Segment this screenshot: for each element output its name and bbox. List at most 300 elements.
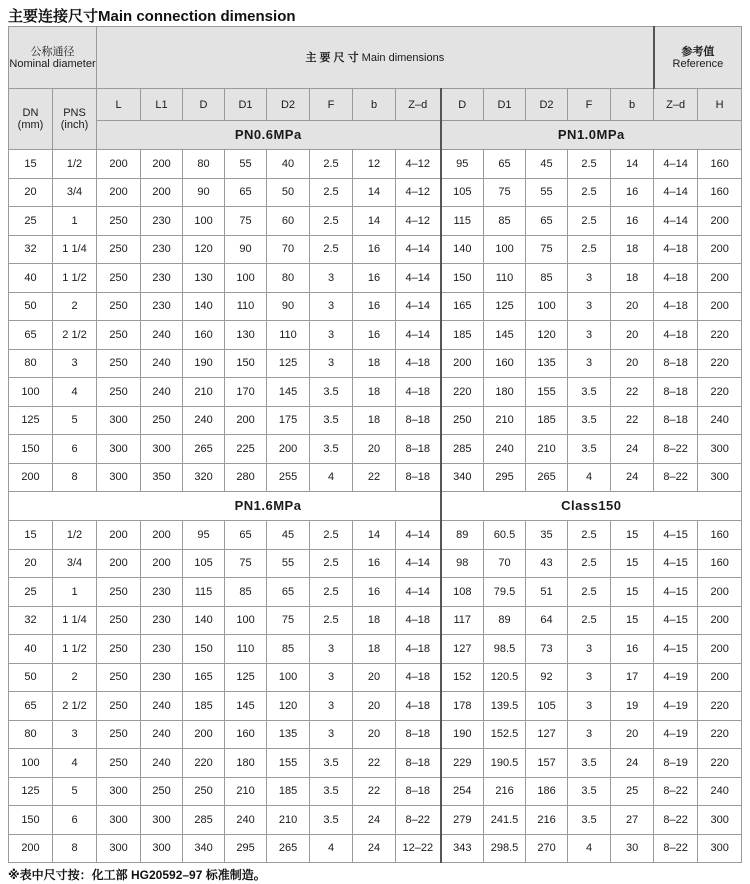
table-cell: 152.5 bbox=[484, 720, 526, 749]
table-cell: 25 bbox=[9, 578, 53, 607]
table-cell: 5 bbox=[53, 406, 97, 435]
table-cell: 3 bbox=[310, 720, 353, 749]
table-cell: 300 bbox=[698, 435, 742, 464]
table-cell: 2.5 bbox=[568, 235, 611, 264]
table-row bbox=[9, 264, 742, 293]
table-cell: 8–18 bbox=[654, 349, 698, 378]
table-cell: 250 bbox=[97, 749, 141, 778]
table-cell: 145 bbox=[484, 321, 526, 350]
table-row bbox=[9, 692, 742, 721]
table-cell: 18 bbox=[353, 406, 396, 435]
table-cell: 190.5 bbox=[484, 749, 526, 778]
table-cell: 65 bbox=[225, 178, 267, 207]
table-cell: 4–18 bbox=[396, 635, 441, 664]
reference-header bbox=[654, 27, 742, 89]
table-cell: 3 bbox=[310, 292, 353, 321]
table-cell: 210 bbox=[267, 806, 310, 835]
table-cell: 100 bbox=[484, 235, 526, 264]
table-cell: 65 bbox=[9, 692, 53, 721]
col-header-left: b bbox=[353, 89, 396, 121]
section-label-left: PN0.6MPa bbox=[97, 121, 441, 150]
table-cell: 40 bbox=[267, 150, 310, 179]
table-cell: 4 bbox=[53, 749, 97, 778]
table-cell: 3 bbox=[568, 692, 611, 721]
table-cell: 210 bbox=[526, 435, 568, 464]
table-row bbox=[9, 777, 742, 806]
table-cell: 3 bbox=[310, 663, 353, 692]
table-cell: 79.5 bbox=[484, 578, 526, 607]
table-cell: 4–19 bbox=[654, 663, 698, 692]
table-cell: 4–14 bbox=[396, 578, 441, 607]
table-cell: 3 bbox=[310, 321, 353, 350]
table-cell: 200 bbox=[97, 150, 141, 179]
table-cell: 230 bbox=[141, 635, 183, 664]
table-row bbox=[9, 749, 742, 778]
table-cell: 8–22 bbox=[654, 777, 698, 806]
table-cell: 8–18 bbox=[396, 777, 441, 806]
table-cell: 200 bbox=[141, 521, 183, 550]
table-cell: 300 bbox=[97, 834, 141, 863]
table-cell: 185 bbox=[441, 321, 484, 350]
table-cell: 300 bbox=[141, 806, 183, 835]
table-cell: 230 bbox=[141, 207, 183, 236]
table-cell: 250 bbox=[97, 578, 141, 607]
col-header-right: D1 bbox=[484, 89, 526, 121]
table-row bbox=[9, 606, 742, 635]
table-cell: 1/2 bbox=[53, 150, 97, 179]
col-header-left: L1 bbox=[141, 89, 183, 121]
table-cell: 4–15 bbox=[654, 635, 698, 664]
table-cell: 200 bbox=[183, 720, 225, 749]
table-cell: 160 bbox=[698, 178, 742, 207]
table-cell: 4–18 bbox=[654, 321, 698, 350]
table-cell: 110 bbox=[267, 321, 310, 350]
table-cell: 125 bbox=[267, 349, 310, 378]
table-cell: 145 bbox=[225, 692, 267, 721]
table-cell: 300 bbox=[141, 435, 183, 464]
table-cell: 265 bbox=[183, 435, 225, 464]
table-cell: 89 bbox=[484, 606, 526, 635]
table-cell: 135 bbox=[526, 349, 568, 378]
table-cell: 3/4 bbox=[53, 178, 97, 207]
table-cell: 160 bbox=[183, 321, 225, 350]
col-header-right: H bbox=[698, 89, 742, 121]
table-cell: 4–18 bbox=[396, 606, 441, 635]
table-cell: 220 bbox=[441, 378, 484, 407]
table-cell: 300 bbox=[97, 435, 141, 464]
dimension-table bbox=[8, 26, 742, 863]
table-cell: 3 bbox=[53, 720, 97, 749]
table-cell: 225 bbox=[225, 435, 267, 464]
col-header-left: D1 bbox=[225, 89, 267, 121]
table-cell: 20 bbox=[353, 663, 396, 692]
table-row bbox=[9, 235, 742, 264]
col-header-left: Z–d bbox=[396, 89, 441, 121]
table-cell: 300 bbox=[698, 834, 742, 863]
header-row-top bbox=[9, 27, 742, 89]
table-cell: 18 bbox=[611, 264, 654, 293]
table-cell: 190 bbox=[183, 349, 225, 378]
table-cell: 1/2 bbox=[53, 521, 97, 550]
table-cell: 50 bbox=[267, 178, 310, 207]
table-cell: 240 bbox=[141, 720, 183, 749]
table-cell: 55 bbox=[526, 178, 568, 207]
section-label-left: PN1.6MPa bbox=[97, 492, 441, 521]
table-cell: 2 1/2 bbox=[53, 321, 97, 350]
table-cell: 165 bbox=[441, 292, 484, 321]
table-cell: 5 bbox=[53, 777, 97, 806]
column-header-row bbox=[9, 89, 742, 121]
table-cell: 85 bbox=[225, 578, 267, 607]
table-cell: 160 bbox=[225, 720, 267, 749]
table-cell: 2.5 bbox=[568, 150, 611, 179]
table-cell: 320 bbox=[183, 463, 225, 492]
table-cell: 8–22 bbox=[654, 806, 698, 835]
dimension-table-wrapper bbox=[8, 26, 741, 863]
table-cell: 150 bbox=[9, 435, 53, 464]
table-row bbox=[9, 578, 742, 607]
table-cell: 100 bbox=[183, 207, 225, 236]
table-cell: 3 bbox=[568, 720, 611, 749]
table-cell: 139.5 bbox=[484, 692, 526, 721]
table-cell: 16 bbox=[611, 635, 654, 664]
table-cell: 185 bbox=[183, 692, 225, 721]
table-cell: 15 bbox=[9, 150, 53, 179]
table-cell: 250 bbox=[97, 720, 141, 749]
table-cell: 300 bbox=[698, 806, 742, 835]
table-row bbox=[9, 378, 742, 407]
pns-label: PNS bbox=[63, 107, 86, 119]
table-cell: 200 bbox=[9, 834, 53, 863]
table-cell: 240 bbox=[141, 378, 183, 407]
table-cell: 95 bbox=[183, 521, 225, 550]
table-cell: 20 bbox=[353, 692, 396, 721]
table-cell: 75 bbox=[225, 207, 267, 236]
table-cell: 4–18 bbox=[396, 349, 441, 378]
section-label-right: Class150 bbox=[441, 492, 742, 521]
table-row bbox=[9, 663, 742, 692]
section-blank-cell bbox=[9, 492, 97, 521]
table-cell: 3 bbox=[53, 349, 97, 378]
table-cell: 8–18 bbox=[396, 720, 441, 749]
table-cell: 127 bbox=[526, 720, 568, 749]
table-cell: 280 bbox=[225, 463, 267, 492]
table-cell: 250 bbox=[97, 321, 141, 350]
footnote: ※表中尺寸按：化工部 HG20592–97 标准制造。 bbox=[8, 868, 266, 882]
col-header-left: F bbox=[310, 89, 353, 121]
table-cell: 22 bbox=[611, 406, 654, 435]
table-cell: 14 bbox=[353, 178, 396, 207]
table-cell: 75 bbox=[484, 178, 526, 207]
table-cell: 127 bbox=[441, 635, 484, 664]
table-cell: 240 bbox=[141, 692, 183, 721]
table-cell: 90 bbox=[183, 178, 225, 207]
table-cell: 210 bbox=[183, 378, 225, 407]
table-cell: 4–14 bbox=[396, 521, 441, 550]
table-cell: 24 bbox=[353, 834, 396, 863]
table-cell: 240 bbox=[141, 321, 183, 350]
table-cell: 2.5 bbox=[310, 150, 353, 179]
table-cell: 279 bbox=[441, 806, 484, 835]
table-cell: 17 bbox=[611, 663, 654, 692]
table-cell: 180 bbox=[225, 749, 267, 778]
table-cell: 105 bbox=[183, 549, 225, 578]
table-cell: 300 bbox=[97, 806, 141, 835]
table-cell: 4–18 bbox=[654, 292, 698, 321]
table-cell: 8–18 bbox=[396, 749, 441, 778]
table-cell: 4–18 bbox=[396, 692, 441, 721]
table-cell: 125 bbox=[484, 292, 526, 321]
table-cell: 25 bbox=[9, 207, 53, 236]
table-cell: 8–22 bbox=[654, 435, 698, 464]
table-cell: 200 bbox=[698, 235, 742, 264]
table-cell: 70 bbox=[267, 235, 310, 264]
table-cell: 120 bbox=[526, 321, 568, 350]
table-cell: 15 bbox=[611, 521, 654, 550]
table-cell: 80 bbox=[267, 264, 310, 293]
table-cell: 4–19 bbox=[654, 720, 698, 749]
table-row bbox=[9, 549, 742, 578]
table-cell: 285 bbox=[441, 435, 484, 464]
table-cell: 20 bbox=[353, 435, 396, 464]
table-cell: 2.5 bbox=[568, 606, 611, 635]
table-cell: 165 bbox=[183, 663, 225, 692]
table-row bbox=[9, 720, 742, 749]
table-cell: 35 bbox=[526, 521, 568, 550]
table-cell: 65 bbox=[484, 150, 526, 179]
table-cell: 4 bbox=[310, 834, 353, 863]
table-cell: 22 bbox=[353, 749, 396, 778]
table-cell: 14 bbox=[353, 207, 396, 236]
table-cell: 3.5 bbox=[568, 435, 611, 464]
table-cell: 3 bbox=[310, 692, 353, 721]
table-cell: 98.5 bbox=[484, 635, 526, 664]
table-cell: 14 bbox=[611, 150, 654, 179]
table-cell: 250 bbox=[97, 663, 141, 692]
table-cell: 140 bbox=[183, 606, 225, 635]
table-cell: 250 bbox=[97, 692, 141, 721]
table-cell: 3 bbox=[310, 635, 353, 664]
table-row bbox=[9, 406, 742, 435]
table-cell: 1 1/4 bbox=[53, 606, 97, 635]
table-cell: 230 bbox=[141, 578, 183, 607]
table-cell: 240 bbox=[484, 435, 526, 464]
table-cell: 85 bbox=[267, 635, 310, 664]
table-cell: 135 bbox=[267, 720, 310, 749]
table-cell: 2.5 bbox=[310, 549, 353, 578]
table-cell: 240 bbox=[141, 349, 183, 378]
table-cell: 3.5 bbox=[310, 406, 353, 435]
table-cell: 16 bbox=[611, 207, 654, 236]
table-cell: 200 bbox=[9, 463, 53, 492]
table-cell: 110 bbox=[225, 635, 267, 664]
table-cell: 200 bbox=[698, 292, 742, 321]
col-header-left: D2 bbox=[267, 89, 310, 121]
table-cell: 3.5 bbox=[310, 378, 353, 407]
table-cell: 250 bbox=[97, 349, 141, 378]
table-cell: 216 bbox=[526, 806, 568, 835]
table-cell: 2 1/2 bbox=[53, 692, 97, 721]
table-cell: 200 bbox=[97, 178, 141, 207]
table-cell: 105 bbox=[441, 178, 484, 207]
table-cell: 15 bbox=[611, 606, 654, 635]
table-cell: 200 bbox=[698, 578, 742, 607]
table-cell: 3.5 bbox=[310, 806, 353, 835]
col-header-left: D bbox=[183, 89, 225, 121]
table-cell: 8–18 bbox=[396, 435, 441, 464]
table-cell: 1 1/4 bbox=[53, 235, 97, 264]
table-cell: 12–22 bbox=[396, 834, 441, 863]
table-cell: 60.5 bbox=[484, 521, 526, 550]
table-cell: 32 bbox=[9, 235, 53, 264]
table-cell: 220 bbox=[698, 692, 742, 721]
table-cell: 3.5 bbox=[568, 406, 611, 435]
table-cell: 8–22 bbox=[396, 806, 441, 835]
table-cell: 285 bbox=[183, 806, 225, 835]
table-cell: 150 bbox=[441, 264, 484, 293]
table-cell: 15 bbox=[611, 549, 654, 578]
dn-header bbox=[9, 89, 53, 150]
col-header-right: Z–d bbox=[654, 89, 698, 121]
table-cell: 2 bbox=[53, 292, 97, 321]
table-cell: 14 bbox=[353, 521, 396, 550]
main-dimensions-header bbox=[97, 27, 654, 89]
table-cell: 4–15 bbox=[654, 549, 698, 578]
table-cell: 250 bbox=[441, 406, 484, 435]
table-cell: 152 bbox=[441, 663, 484, 692]
table-cell: 115 bbox=[183, 578, 225, 607]
table-cell: 3 bbox=[568, 663, 611, 692]
table-cell: 210 bbox=[484, 406, 526, 435]
table-cell: 50 bbox=[9, 663, 53, 692]
table-cell: 22 bbox=[611, 378, 654, 407]
table-cell: 4–15 bbox=[654, 578, 698, 607]
table-cell: 200 bbox=[141, 150, 183, 179]
table-cell: 3 bbox=[310, 264, 353, 293]
col-header-left: L bbox=[97, 89, 141, 121]
table-cell: 200 bbox=[225, 406, 267, 435]
table-cell: 55 bbox=[267, 549, 310, 578]
table-cell: 340 bbox=[441, 463, 484, 492]
table-cell: 85 bbox=[484, 207, 526, 236]
table-cell: 22 bbox=[353, 463, 396, 492]
table-cell: 100 bbox=[225, 606, 267, 635]
table-cell: 16 bbox=[353, 321, 396, 350]
table-cell: 8–19 bbox=[654, 749, 698, 778]
table-cell: 3 bbox=[568, 292, 611, 321]
table-cell: 108 bbox=[441, 578, 484, 607]
table-cell: 4–14 bbox=[654, 207, 698, 236]
table-cell: 95 bbox=[441, 150, 484, 179]
table-cell: 2.5 bbox=[568, 549, 611, 578]
table-cell: 200 bbox=[97, 549, 141, 578]
table-cell: 45 bbox=[526, 150, 568, 179]
table-cell: 85 bbox=[526, 264, 568, 293]
table-cell: 145 bbox=[267, 378, 310, 407]
table-cell: 160 bbox=[698, 549, 742, 578]
table-cell: 160 bbox=[698, 150, 742, 179]
table-cell: 155 bbox=[526, 378, 568, 407]
table-cell: 220 bbox=[698, 378, 742, 407]
table-cell: 265 bbox=[526, 463, 568, 492]
table-cell: 6 bbox=[53, 806, 97, 835]
table-cell: 60 bbox=[267, 207, 310, 236]
table-cell: 16 bbox=[353, 292, 396, 321]
table-cell: 230 bbox=[141, 235, 183, 264]
table-cell: 200 bbox=[441, 349, 484, 378]
col-header-right: D2 bbox=[526, 89, 568, 121]
table-cell: 4–14 bbox=[396, 321, 441, 350]
table-cell: 240 bbox=[698, 406, 742, 435]
table-cell: 51 bbox=[526, 578, 568, 607]
table-cell: 200 bbox=[698, 635, 742, 664]
table-cell: 155 bbox=[267, 749, 310, 778]
table-cell: 220 bbox=[698, 720, 742, 749]
col-header-right: b bbox=[611, 89, 654, 121]
table-cell: 4–18 bbox=[396, 663, 441, 692]
table-cell: 4–18 bbox=[396, 378, 441, 407]
table-cell: 250 bbox=[97, 378, 141, 407]
table-cell: 241.5 bbox=[484, 806, 526, 835]
table-cell: 300 bbox=[141, 834, 183, 863]
table-cell: 4 bbox=[310, 463, 353, 492]
table-cell: 4–15 bbox=[654, 521, 698, 550]
table-cell: 18 bbox=[353, 349, 396, 378]
table-cell: 16 bbox=[611, 178, 654, 207]
table-cell: 1 bbox=[53, 578, 97, 607]
table-cell: 240 bbox=[698, 777, 742, 806]
table-cell: 8–18 bbox=[654, 378, 698, 407]
table-cell: 1 bbox=[53, 207, 97, 236]
table-cell: 15 bbox=[611, 578, 654, 607]
table-cell: 2.5 bbox=[310, 178, 353, 207]
table-cell: 3.5 bbox=[310, 749, 353, 778]
table-cell: 92 bbox=[526, 663, 568, 692]
table-row bbox=[9, 321, 742, 350]
table-cell: 300 bbox=[97, 777, 141, 806]
section-header-row bbox=[9, 492, 742, 521]
table-cell: 180 bbox=[484, 378, 526, 407]
table-cell: 4–15 bbox=[654, 606, 698, 635]
table-cell: 250 bbox=[97, 207, 141, 236]
table-cell: 4–14 bbox=[396, 235, 441, 264]
table-cell: 1 1/2 bbox=[53, 635, 97, 664]
table-row bbox=[9, 435, 742, 464]
table-row bbox=[9, 635, 742, 664]
table-cell: 100 bbox=[9, 378, 53, 407]
table-cell: 80 bbox=[9, 720, 53, 749]
table-cell: 100 bbox=[9, 749, 53, 778]
table-cell: 8–18 bbox=[396, 406, 441, 435]
table-row bbox=[9, 349, 742, 378]
table-cell: 4–14 bbox=[396, 264, 441, 293]
table-cell: 200 bbox=[698, 606, 742, 635]
table-cell: 4–18 bbox=[654, 235, 698, 264]
table-cell: 220 bbox=[698, 749, 742, 778]
table-cell: 250 bbox=[97, 292, 141, 321]
table-cell: 24 bbox=[611, 749, 654, 778]
table-cell: 20 bbox=[9, 178, 53, 207]
table-cell: 3 bbox=[310, 349, 353, 378]
table-cell: 18 bbox=[611, 235, 654, 264]
table-cell: 3.5 bbox=[568, 777, 611, 806]
table-cell: 80 bbox=[183, 150, 225, 179]
table-cell: 270 bbox=[526, 834, 568, 863]
table-cell: 75 bbox=[225, 549, 267, 578]
table-cell: 4–14 bbox=[396, 549, 441, 578]
table-cell: 200 bbox=[97, 521, 141, 550]
table-cell: 200 bbox=[698, 663, 742, 692]
